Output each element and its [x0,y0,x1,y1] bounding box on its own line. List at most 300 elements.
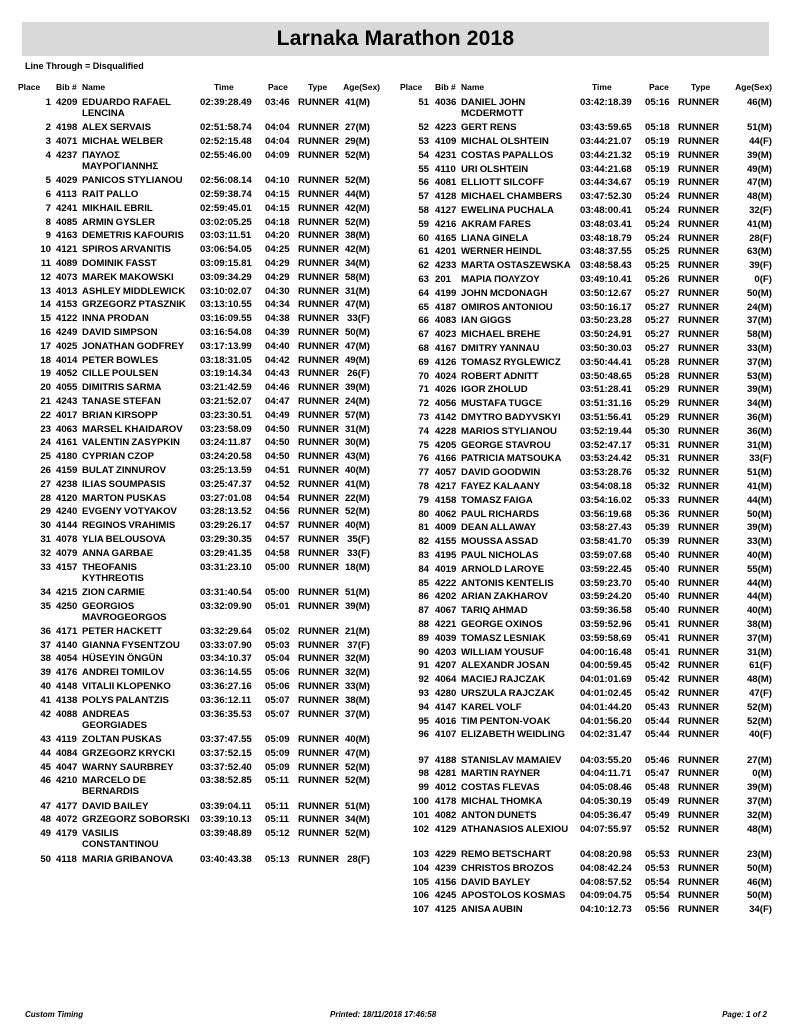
result-pace: 05:49 [645,809,670,821]
result-row [400,824,772,849]
result-name: APOSTOLOS KOSMAS [461,890,566,902]
result-time: 04:08:42.24 [580,862,632,874]
result-bib: 4158 [435,494,457,506]
result-row [400,890,772,904]
result-bib: 4078 [56,533,78,545]
result-bib: 4073 [56,271,78,283]
result-type: RUNNER [678,618,720,630]
header-bib: Bib # [56,82,77,92]
result-bib: 4140 [56,639,78,651]
result-name: OMIROS ANTONIOU [461,301,553,313]
result-type: RUNNER [298,271,340,283]
result-age-sex: 39(M) [746,149,772,161]
result-name: HÜSEYIN ÖNGÜN [82,653,163,665]
result-type: RUNNER [678,343,720,355]
result-age-sex: 52(M) [344,216,370,228]
result-name: ANISA AUBIN [461,904,523,916]
result-name: DEAN ALLAWAY [461,522,537,534]
result-bib: 4062 [435,508,457,520]
result-name: REMO BETSCHART [461,848,552,860]
result-time: 02:56:08.14 [200,175,252,187]
result-pace: 05:32 [645,467,670,479]
header-time: Time [214,82,234,92]
result-type: RUNNER [298,533,340,545]
result-age-sex: 37(M) [746,356,772,368]
result-bib: 4166 [435,453,457,465]
result-type: RUNNER [298,97,340,108]
result-type: RUNNER [298,653,340,665]
result-place: 10 [40,244,51,256]
result-name: GRZEGORZ PTASZNIK [82,299,186,311]
result-bib: 4147 [435,701,457,713]
result-type: RUNNER [298,586,340,598]
result-age-sex: 44(M) [746,577,772,589]
result-time: 03:39:48.89 [200,828,252,840]
header-age-sex: Age(Sex) [735,82,772,92]
result-time: 02:59:45.01 [200,202,252,214]
result-age-sex: 37(M) [746,796,772,808]
result-name: IAN GIGGS [461,315,512,327]
result-place: 19 [40,368,51,380]
result-age-sex: 28(F) [347,853,370,865]
result-pace: 05:39 [645,522,670,534]
result-row [400,509,772,523]
result-age-sex: 41(M) [746,481,772,493]
result-name: MACIEJ RAJCZAK [461,674,546,686]
results-column-left [18,82,398,867]
result-time: 03:29:41.35 [200,547,252,559]
result-pace: 05:03 [265,639,290,651]
result-time: 03:23:30.51 [200,409,252,421]
result-name: MOUSSA ASSAD [461,536,539,548]
result-place: 7 [45,202,51,214]
result-age-sex: 48(M) [746,823,772,835]
result-type: RUNNER [678,439,720,451]
result-bib: 4110 [435,163,456,175]
result-age-sex: 40(M) [344,464,370,476]
result-name: REGINOS VRAHIMIS [82,520,176,532]
result-pace: 05:07 [265,708,290,720]
result-time: 04:07:55.97 [580,823,632,835]
result-row [18,437,398,451]
result-age-sex: 21(M) [344,625,370,637]
result-name: WERNER HEINDL [461,246,542,258]
result-age-sex: 53(M) [746,370,772,382]
result-type: RUNNER [298,257,340,269]
result-time: 03:36:27.16 [200,681,252,693]
result-time: 03:51:31.16 [580,398,632,410]
result-pace: 05:00 [265,586,290,598]
result-bib: 4216 [435,218,457,230]
result-type: RUNNER [298,313,340,325]
result-pace: 05:11 [265,814,290,826]
result-type: RUNNER [298,354,340,366]
result-pace: 05:56 [645,904,670,916]
result-place: 96 [418,729,429,741]
result-bib: 4024 [435,370,457,382]
result-name: DMITRY YANNAU [461,343,540,355]
result-time: 02:55:46.00 [200,149,252,161]
result-type: RUNNER [678,149,720,161]
result-age-sex: 42(M) [344,244,370,256]
result-row [18,424,398,438]
result-pace: 04:18 [265,216,290,228]
result-age-sex: 47(M) [344,747,370,759]
result-pace: 05:53 [645,848,670,860]
result-row [18,695,398,709]
result-type: RUNNER [678,329,720,341]
result-pace: 04:51 [265,464,290,476]
result-type: RUNNER [298,188,340,200]
result-name: GEORGE OXINOS [461,618,543,630]
result-age-sex: 57(M) [344,409,370,421]
result-row [18,520,398,534]
result-place: 48 [40,814,51,826]
result-age-sex: 22(M) [344,492,370,504]
result-age-sex: 50(M) [344,326,370,338]
result-place: 93 [418,687,429,699]
result-row [400,288,772,302]
result-type: RUNNER [298,423,340,435]
result-time: 03:21:42.59 [200,382,252,394]
result-name: MAREK MAKOWSKI [82,271,174,283]
result-pace: 05:33 [645,494,670,506]
result-name: WILLIAM YOUSUF [461,646,544,658]
result-pace: 05:04 [265,653,290,665]
result-age-sex: 63(M) [746,246,772,258]
header-pace: Pace [268,82,288,92]
result-name: ILIAS SOUMPASIS [82,478,166,490]
result-place: 60 [418,232,429,244]
result-time: 03:31:23.10 [200,561,252,573]
result-bib: 4171 [56,625,78,637]
result-time: 03:37:47.55 [200,733,252,745]
result-bib: 4026 [435,384,457,396]
result-type: RUNNER [298,122,340,134]
result-bib: 4017 [56,409,78,421]
result-name: TOMASZ FAIGA [461,494,533,506]
result-time: 03:53:28.76 [580,467,632,479]
result-time: 04:01:56.20 [580,715,632,727]
result-place: 1 [45,97,51,108]
result-pace: 04:38 [265,313,290,325]
result-row [400,674,772,688]
result-type: RUNNER [298,814,340,826]
result-place: 51 [418,97,429,108]
header-type: Type [691,82,711,92]
result-row [400,755,772,769]
result-place: 98 [418,768,429,780]
result-type: RUNNER [298,520,340,532]
result-type: RUNNER [678,782,720,794]
result-name: MARTIN RAYNER [461,768,541,780]
result-place: 71 [418,384,429,396]
result-row [18,230,398,244]
result-row [400,863,772,877]
result-time: 03:39:04.11 [200,800,252,812]
result-time: 03:18:31.05 [200,354,252,366]
result-age-sex: 33(F) [347,313,370,325]
result-time: 03:40:43.38 [200,853,252,865]
result-age-sex: 61(F) [749,660,772,672]
result-bib: 4176 [56,667,78,679]
result-place: 68 [418,343,429,355]
result-name: ARIAN ZAKHAROV [461,591,548,603]
result-type: RUNNER [298,681,340,693]
result-time: 03:51:56.41 [580,412,632,424]
result-place: 50 [40,853,51,865]
result-bib: 4202 [435,591,457,603]
result-type: RUNNER [678,890,720,902]
result-place: 62 [418,260,429,272]
result-pace: 05:40 [645,605,670,617]
result-row [400,782,772,796]
result-pace: 04:46 [265,382,290,394]
result-age-sex: 47(F) [749,687,772,699]
result-row [18,382,398,396]
result-bib: 4019 [435,563,457,575]
result-place: 49 [40,828,51,840]
result-pace: 04:57 [265,520,290,532]
result-time: 03:32:09.90 [200,600,252,612]
result-pace: 05:26 [645,274,670,286]
result-name: MICHAŁ WELBER [82,136,164,148]
result-bib: 4250 [56,600,78,612]
result-age-sex: 49(M) [344,354,370,366]
result-bib: 4179 [56,828,78,840]
result-name: INNA PRODAN [82,313,149,325]
result-type: RUNNER [678,563,720,575]
result-bib: 4187 [435,301,457,313]
result-name: GRZEGORZ KRYCKI [82,747,175,759]
result-place: 44 [40,747,51,759]
result-name: JONATHAN GODFREY [82,340,185,352]
result-bib: 4067 [435,605,457,617]
result-age-sex: 37(M) [344,708,370,720]
result-name: ARMIN GYSLER [82,216,156,228]
result-place: 101 [412,809,429,821]
result-bib: 4153 [56,299,78,311]
result-age-sex: 51(M) [344,800,370,812]
result-row [400,357,772,371]
result-type: RUNNER [298,733,340,745]
header-name: Name [82,82,106,92]
result-name: DEMETRIS KAFOURIS [82,230,184,242]
result-place: 36 [40,625,51,637]
result-bib: 4163 [56,230,78,242]
result-bib: 4238 [56,478,78,490]
result-row [18,341,398,355]
result-row [18,355,398,369]
result-pace: 05:49 [645,796,670,808]
result-place: 53 [418,136,429,148]
page-title: Larnaka Marathon 2018 [276,27,515,50]
result-bib: 4118 [56,853,77,865]
result-time: 03:58:27.43 [580,522,632,534]
result-bib: 4082 [435,809,457,821]
result-time: 03:51:28.41 [580,384,632,396]
result-type: RUNNER [298,216,340,228]
result-type: RUNNER [678,467,720,479]
result-age-sex: 40(M) [344,520,370,532]
result-bib: 4016 [435,715,457,727]
result-place: 76 [418,453,429,465]
result-type: RUNNER [298,175,340,187]
result-pace: 05:11 [265,800,290,812]
result-bib: 4198 [56,122,78,134]
result-type: RUNNER [298,828,340,840]
result-age-sex: 52(M) [344,775,370,787]
result-pace: 04:50 [265,451,290,463]
result-row [18,299,398,313]
result-age-sex: 32(M) [344,653,370,665]
result-name: MARIOS STYLIANOU [461,425,557,437]
result-age-sex: 52(M) [344,828,370,840]
result-row [18,562,398,587]
result-pace: 04:49 [265,409,290,421]
result-time: 03:42:18.39 [580,97,632,108]
result-type: RUNNER [298,547,340,559]
result-row [400,467,772,481]
result-name: MICHAL THOMKA [461,796,543,808]
result-bib: 4120 [56,492,78,504]
title-bar [22,22,769,56]
result-name: YLIA BELOUSOVA [82,533,166,545]
result-bib: 4243 [56,395,78,407]
result-place: 41 [40,694,51,706]
result-age-sex: 33(M) [746,343,772,355]
result-age-sex: 52(M) [344,761,370,773]
result-bib: 4072 [56,814,78,826]
result-bib: 4205 [435,439,457,451]
result-pace: 05:27 [645,301,670,313]
result-pace: 04:57 [265,533,290,545]
result-time: 04:05:36.47 [580,809,632,821]
result-age-sex: 55(M) [746,563,772,575]
result-type: RUNNER [298,136,340,148]
result-name: ANDREI TOMILOV [82,667,165,679]
result-pace: 05:27 [645,315,670,327]
result-time: 03:32:29.64 [200,625,252,637]
result-pace: 05:19 [645,163,670,175]
result-row [400,729,772,754]
result-time: 02:51:58.74 [200,122,252,134]
result-name: POLYS PALANTZIS [82,694,169,706]
result-row [18,828,398,853]
result-place: 14 [40,299,51,311]
result-time: 03:48:18.79 [580,232,632,244]
result-age-sex: 0(F) [754,274,772,286]
result-row [400,688,772,702]
result-name: EVGENY VOTYAKOV [82,506,177,518]
result-age-sex: 40(M) [344,733,370,745]
result-type: RUNNER [678,754,720,766]
result-age-sex: 26(F) [347,368,370,380]
result-place: 97 [418,754,429,766]
result-age-sex: 31(M) [344,285,370,297]
result-place: 12 [40,271,51,283]
result-pace: 05:27 [645,287,670,299]
result-pace: 04:50 [265,437,290,449]
result-time: 03:27:01.08 [200,492,252,504]
result-time: 03:39:10.13 [200,814,252,826]
result-place: 9 [45,230,51,242]
result-age-sex: 30(M) [344,437,370,449]
result-age-sex: 41(M) [344,97,370,108]
result-bib: 4142 [435,412,457,424]
result-pace: 05:53 [645,862,670,874]
result-row [18,122,398,136]
result-pace: 04:20 [265,230,290,242]
result-time: 04:05:30.19 [580,796,632,808]
result-name: EWELINA PUCHALA [461,205,554,217]
result-row [400,177,772,191]
result-type: RUNNER [678,701,720,713]
result-bib: 4231 [435,149,457,161]
result-pace: 04:52 [265,478,290,490]
result-row [18,762,398,776]
result-bib: 4081 [435,177,457,189]
result-name: TIM PENTON-VOAK [461,715,551,727]
result-row [400,97,772,122]
result-name: AKRAM FARES [461,218,531,230]
result-row [18,479,398,493]
result-age-sex: 32(M) [344,667,370,679]
result-bib: 4215 [56,586,78,598]
result-bib: 4210 [56,775,78,787]
result-age-sex: 31(M) [746,439,772,451]
result-place: 37 [40,639,51,651]
result-name: THEOFANIS KYTHREOTIS [82,561,144,584]
result-type: RUNNER [298,244,340,256]
result-age-sex: 44(M) [746,591,772,603]
result-pace: 05:44 [645,715,670,727]
result-bib: 4125 [435,904,457,916]
result-place: 39 [40,667,51,679]
result-pace: 05:01 [265,600,290,612]
result-place: 69 [418,356,429,368]
result-time: 03:50:24.91 [580,329,632,341]
result-name: PETER HACKETT [82,625,162,637]
result-row [18,175,398,189]
result-row [18,548,398,562]
result-time: 03:54:16.02 [580,494,632,506]
result-name: TANASE STEFAN [82,395,161,407]
result-row [400,122,772,136]
result-time: 03:47:52.30 [580,191,632,203]
result-place: 92 [418,674,429,686]
result-row [18,775,398,800]
result-row [18,506,398,520]
result-time: 03:52:19.44 [580,425,632,437]
result-time: 04:05:08.46 [580,782,632,794]
result-type: RUNNER [678,246,720,258]
result-bib: 4057 [435,467,457,479]
result-place: 99 [418,782,429,794]
result-bib: 4052 [56,368,78,380]
result-age-sex: 18(M) [344,561,370,573]
result-age-sex: 43(M) [344,451,370,463]
result-row [18,327,398,341]
result-bib: 4217 [435,481,457,493]
result-row [400,136,772,150]
result-place: 104 [412,862,429,874]
result-time: 04:00:16.48 [580,646,632,658]
result-place: 27 [40,478,51,490]
result-row [18,410,398,424]
result-type: RUNNER [298,625,340,637]
result-bib: 4148 [56,681,78,693]
